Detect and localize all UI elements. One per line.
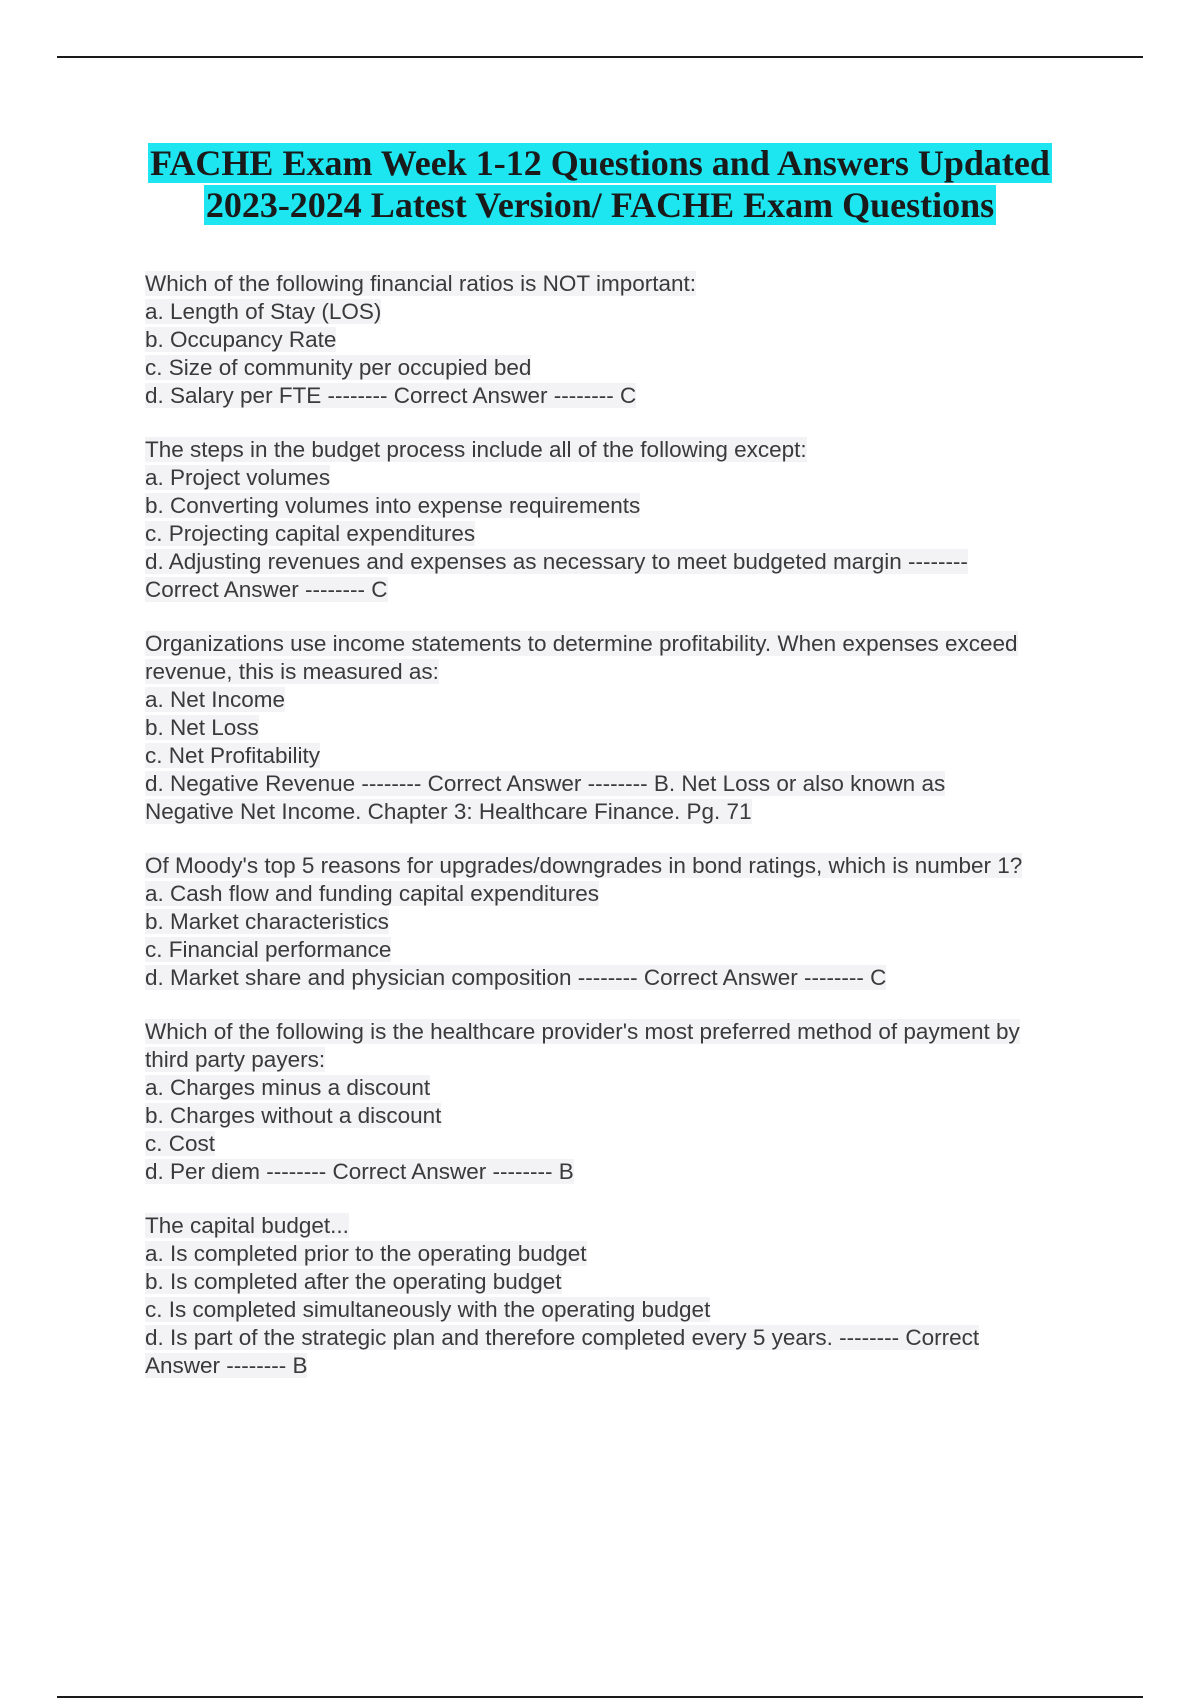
- question-line-text: a. Length of Stay (LOS): [145, 299, 382, 324]
- question-line-text: c. Net Profitability: [145, 743, 321, 768]
- question-line: [145, 936, 1095, 964]
- question-line: [145, 1102, 1095, 1130]
- question-text: [145, 1018, 1095, 1046]
- question-line-text: b. Is completed after the operating budget: [145, 1269, 562, 1294]
- question-line: [145, 798, 1095, 826]
- question-line: [145, 520, 1095, 548]
- question-line: [145, 382, 1095, 410]
- question-line: [145, 964, 1095, 992]
- question-line: [145, 492, 1095, 520]
- question-line: [145, 298, 1095, 326]
- question-line: [145, 880, 1095, 908]
- question-text: [145, 1212, 1095, 1240]
- question-line-text: b. Converting volumes into expense requirements: [145, 493, 641, 518]
- question-line: [145, 1046, 1095, 1074]
- question-line-text: b. Market characteristics: [145, 909, 389, 934]
- question-line-text: d. Market share and physician composition -------- Correct Answer -------- C: [145, 965, 887, 990]
- question-line: [145, 1240, 1095, 1268]
- question-text: [145, 630, 1095, 658]
- question-line: [145, 770, 1095, 798]
- question-text: [145, 270, 1095, 298]
- question-block: [145, 1018, 1095, 1186]
- question-line-text: c. Financial performance: [145, 937, 392, 962]
- question-line: [145, 1324, 1095, 1352]
- question-line-text: third party payers:: [145, 1047, 326, 1072]
- question-text: [145, 436, 1095, 464]
- question-line-text: a. Net Income: [145, 687, 286, 712]
- title-line-1: FACHE Exam Week 1-12 Questions and Answers Updated: [150, 143, 1050, 183]
- question-block: [145, 270, 1095, 410]
- question-line-text: revenue, this is measured as:: [145, 659, 439, 684]
- question-line-text: c. Is completed simultaneously with the operating budget: [145, 1297, 711, 1322]
- question-block: [145, 630, 1095, 826]
- question-line-text: b. Occupancy Rate: [145, 327, 337, 352]
- question-text: [145, 852, 1095, 880]
- question-line: [145, 576, 1095, 604]
- question-line-text: a. Project volumes: [145, 465, 331, 490]
- question-line: [145, 354, 1095, 382]
- question-line-text: d. Negative Revenue -------- Correct Answer -------- B. Net Loss or also known as: [145, 771, 946, 796]
- question-line-text: Which of the following financial ratios is NOT important:: [145, 271, 697, 296]
- question-block: [145, 436, 1095, 604]
- question-line: [145, 908, 1095, 936]
- question-line-text: Which of the following is the healthcare provider's most preferred method of payment by: [145, 1019, 1020, 1044]
- question-line-text: Of Moody's top 5 reasons for upgrades/downgrades in bond ratings, which is number 1?: [145, 853, 1023, 878]
- question-line: [145, 658, 1095, 686]
- question-line: [145, 1130, 1095, 1158]
- question-line-text: c. Cost: [145, 1131, 216, 1156]
- question-line: [145, 1268, 1095, 1296]
- question-line: [145, 742, 1095, 770]
- bottom-rule: [57, 1696, 1143, 1698]
- question-line-text: a. Is completed prior to the operating budget: [145, 1241, 587, 1266]
- title-line-2: 2023-2024 Latest Version/ FACHE Exam Questions: [205, 185, 995, 225]
- top-rule: [57, 56, 1143, 58]
- question-line-text: c. Projecting capital expenditures: [145, 521, 476, 546]
- question-line: [145, 1352, 1095, 1380]
- question-line-text: Organizations use income statements to determine profitability. When expenses exceed: [145, 631, 1018, 656]
- question-line: [145, 1074, 1095, 1102]
- question-line: [145, 1158, 1095, 1186]
- document-title: [60, 142, 1140, 226]
- question-line-text: The capital budget...: [145, 1213, 349, 1238]
- question-line-text: Negative Net Income. Chapter 3: Healthcare Finance. Pg. 71: [145, 799, 752, 824]
- question-line: [145, 326, 1095, 354]
- question-line: [145, 714, 1095, 742]
- questions-list: [145, 270, 1095, 1406]
- question-line-text: The steps in the budget process include all of the following except:: [145, 437, 807, 462]
- question-line-text: d. Is part of the strategic plan and therefore completed every 5 years. -------- Correct: [145, 1325, 980, 1350]
- question-line-text: a. Charges minus a discount: [145, 1075, 431, 1100]
- question-block: [145, 852, 1095, 992]
- question-line-text: a. Cash flow and funding capital expenditures: [145, 881, 600, 906]
- question-line: [145, 686, 1095, 714]
- question-line-text: b. Charges without a discount: [145, 1103, 442, 1128]
- question-line: [145, 1296, 1095, 1324]
- question-line-text: d. Per diem -------- Correct Answer -------- B: [145, 1159, 574, 1184]
- question-line-text: d. Adjusting revenues and expenses as necessary to meet budgeted margin --------: [145, 549, 968, 574]
- question-line-text: d. Salary per FTE -------- Correct Answer -------- C: [145, 383, 637, 408]
- question-line-text: b. Net Loss: [145, 715, 259, 740]
- question-line-text: Answer -------- B: [145, 1353, 308, 1378]
- question-line-text: Correct Answer -------- C: [145, 577, 388, 602]
- question-line: [145, 464, 1095, 492]
- question-line: [145, 548, 1095, 576]
- question-line-text: c. Size of community per occupied bed: [145, 355, 532, 380]
- question-block: [145, 1212, 1095, 1380]
